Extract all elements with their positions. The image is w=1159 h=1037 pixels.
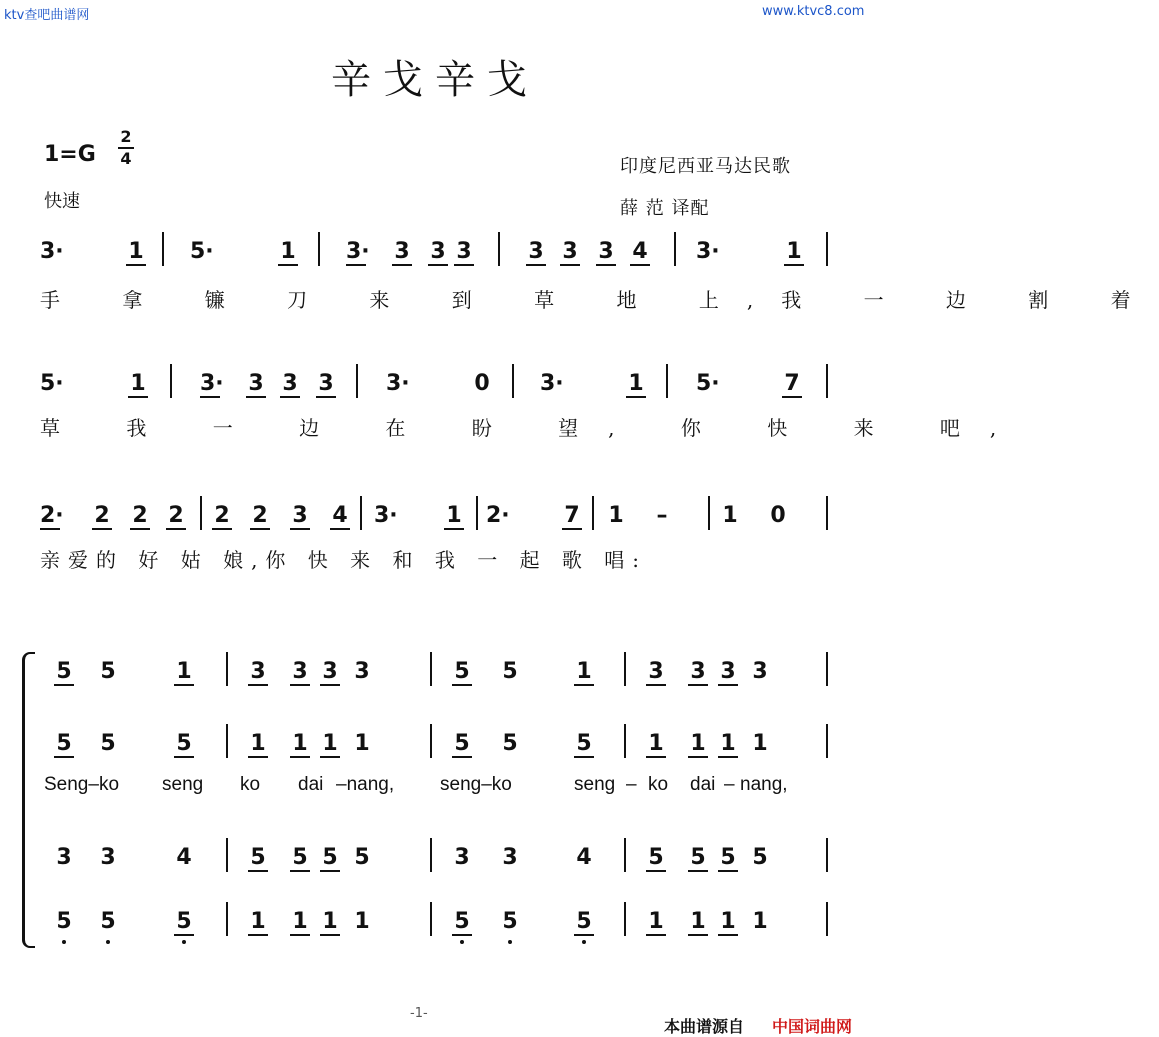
chorus-lyric: ko <box>648 774 669 795</box>
bar-line <box>226 724 228 758</box>
note: 1 <box>752 731 768 756</box>
note: 1 <box>126 238 146 266</box>
note: 3 <box>454 845 470 870</box>
note: 1 <box>646 730 666 758</box>
score-line-2 <box>40 370 830 402</box>
bar-line <box>430 838 432 872</box>
chorus-lyric: – <box>724 774 735 795</box>
chorus-voice-1 <box>40 658 830 690</box>
note: 3 <box>752 659 768 684</box>
note: 2 <box>130 502 150 530</box>
note: 5 <box>752 845 768 870</box>
note: 5 <box>248 844 268 872</box>
score-line-3 <box>40 502 830 534</box>
source-label: 本曲谱源自 <box>664 1017 745 1036</box>
note: 3· <box>696 239 720 264</box>
note: 7 <box>782 370 802 398</box>
note: 5· <box>40 371 64 396</box>
song-origin: 印度尼西亚马达民歌 <box>620 156 791 177</box>
bar-line <box>826 902 828 936</box>
note: 5 <box>688 844 708 872</box>
note: 1 <box>784 238 804 266</box>
note: 0 <box>474 371 490 396</box>
bar-line <box>360 496 362 530</box>
note: 1 <box>444 502 464 530</box>
chorus-lyric: nang, <box>740 774 788 795</box>
bar-line <box>708 496 710 530</box>
note: 1 <box>688 730 708 758</box>
note: 1 <box>722 503 738 528</box>
note: 5 <box>290 844 310 872</box>
note: 3· <box>386 371 410 396</box>
note: 2 <box>166 502 186 530</box>
note: 3 <box>290 658 310 686</box>
watermark-left: ktv查吧曲谱网 <box>4 8 90 23</box>
song-arranger: 薛 范 译配 <box>620 198 710 219</box>
note: 3 <box>392 238 412 266</box>
note: 5· <box>190 239 214 264</box>
note: 3 <box>56 845 72 870</box>
bar-line <box>666 364 668 398</box>
chorus-lyric: dai <box>298 774 324 795</box>
note: 3· <box>200 371 224 396</box>
song-title: 辛戈辛戈 <box>331 57 539 103</box>
bar-line <box>476 496 478 530</box>
note: 3 <box>316 370 336 398</box>
note: 1 <box>278 238 298 266</box>
key-signature: 1=G <box>44 142 96 167</box>
note: 3 <box>688 658 708 686</box>
note: 3· <box>346 239 370 264</box>
chorus-lyric: seng <box>162 774 204 795</box>
watermark-right: www.ktvc8.com <box>762 4 865 19</box>
note: 4 <box>176 845 192 870</box>
lyrics-line-1: 手 拿 镰 刀 来 到 草 地 上,我 一 边 割 着 <box>40 288 1159 312</box>
note: 5 <box>452 658 472 686</box>
note: 3 <box>646 658 666 686</box>
note: 5 <box>54 730 74 758</box>
note: 5 <box>574 908 594 936</box>
bar-line <box>226 652 228 686</box>
note: 5· <box>696 371 720 396</box>
note: 5 <box>54 658 74 686</box>
note: 2 <box>92 502 112 530</box>
chorus-lyric: dai <box>690 774 716 795</box>
bar-line <box>430 724 432 758</box>
bar-line <box>512 364 514 398</box>
note: 1 <box>718 908 738 936</box>
note: 5 <box>54 908 74 936</box>
bar-line <box>592 496 594 530</box>
note: 5 <box>574 730 594 758</box>
note: 3· <box>374 503 398 528</box>
note: 3 <box>290 502 310 530</box>
time-sig-top: 2 <box>120 127 132 146</box>
chorus-voice-2 <box>40 730 830 762</box>
note: 1 <box>688 908 708 936</box>
chorus-voice-4 <box>40 908 830 940</box>
note: 5 <box>174 908 194 936</box>
chorus-lyric: –nang, <box>336 774 395 795</box>
time-sig-bottom: 4 <box>120 149 132 168</box>
page-number: -1- <box>410 1006 428 1021</box>
note: 7 <box>562 502 582 530</box>
note: 3 <box>428 238 448 266</box>
note: 3· <box>540 371 564 396</box>
chorus-lyric: ko <box>240 774 261 795</box>
chorus-lyric: – <box>626 774 637 795</box>
bar-line <box>624 902 626 936</box>
note: 1 <box>354 909 370 934</box>
bar-line <box>624 724 626 758</box>
note: 1 <box>320 908 340 936</box>
tempo-marking: 快速 <box>44 191 80 212</box>
note: 5 <box>452 908 472 936</box>
bar-line <box>826 652 828 686</box>
note: 1 <box>290 730 310 758</box>
note: 5 <box>452 730 472 758</box>
note: 1 <box>248 730 268 758</box>
note: 5 <box>354 845 370 870</box>
bar-line <box>430 902 432 936</box>
note: 3 <box>320 658 340 686</box>
note: 3 <box>454 238 474 266</box>
note: 1 <box>574 658 594 686</box>
time-signature <box>118 128 134 168</box>
note: 1 <box>174 658 194 686</box>
lyrics-line-3: 亲爱的 好 姑 娘,你 快 来 和 我 一 起 歌 唱: <box>40 548 648 572</box>
note: 3 <box>526 238 546 266</box>
note: 5 <box>174 730 194 758</box>
lyrics-line-2: 草 我 一 边 在 盼 望, 你 快 来 吧, <box>40 416 1027 440</box>
note: 2 <box>250 502 270 530</box>
bar-line <box>826 724 828 758</box>
note: 3 <box>560 238 580 266</box>
note: 1 <box>248 908 268 936</box>
note: 1 <box>354 731 370 756</box>
note: 0 <box>770 503 786 528</box>
note: 5 <box>320 844 340 872</box>
note: 5 <box>646 844 666 872</box>
chorus-lyric: seng–ko <box>440 774 512 795</box>
source-site-link[interactable]: 中国词曲网 <box>772 1017 853 1036</box>
bar-line <box>624 838 626 872</box>
note: 1 <box>646 908 666 936</box>
bar-line <box>674 232 676 266</box>
note: 1 <box>752 909 768 934</box>
note: 3 <box>246 370 266 398</box>
score-line-1 <box>40 238 830 270</box>
bar-line <box>430 652 432 686</box>
bar-line <box>356 364 358 398</box>
note: 1 <box>718 730 738 758</box>
note: 1 <box>290 908 310 936</box>
note: 5 <box>502 731 518 756</box>
bar-line <box>498 232 500 266</box>
note: 5 <box>100 731 116 756</box>
chorus-lyric: Seng–ko <box>44 774 120 795</box>
note: 1 <box>320 730 340 758</box>
bar-line <box>200 496 202 530</box>
note: 2· <box>40 503 64 528</box>
note: 3 <box>596 238 616 266</box>
bar-line <box>826 838 828 872</box>
note: 3 <box>280 370 300 398</box>
note: 5 <box>502 659 518 684</box>
bar-line <box>826 232 828 266</box>
note: 4 <box>630 238 650 266</box>
bar-line <box>162 232 164 266</box>
chorus-brace <box>22 652 35 948</box>
note: 3· <box>40 239 64 264</box>
bar-line <box>826 364 828 398</box>
note: 3 <box>718 658 738 686</box>
bar-line <box>226 838 228 872</box>
note: 1 <box>608 503 624 528</box>
bar-line <box>318 232 320 266</box>
note: 2 <box>212 502 232 530</box>
note: – <box>656 503 668 528</box>
chorus-voice-3 <box>40 844 830 876</box>
chorus-lyric: seng <box>574 774 616 795</box>
note: 5 <box>100 659 116 684</box>
note: 4 <box>330 502 350 530</box>
note: 1 <box>626 370 646 398</box>
note: 4 <box>576 845 592 870</box>
note: 5 <box>500 908 520 936</box>
note: 3 <box>100 845 116 870</box>
bar-line <box>826 496 828 530</box>
note: 2· <box>486 503 510 528</box>
note: 3 <box>248 658 268 686</box>
note: 5 <box>718 844 738 872</box>
bar-line <box>624 652 626 686</box>
bar-line <box>226 902 228 936</box>
note: 3 <box>354 659 370 684</box>
bar-line <box>170 364 172 398</box>
note: 3 <box>502 845 518 870</box>
note: 1 <box>128 370 148 398</box>
note: 5 <box>98 908 118 936</box>
